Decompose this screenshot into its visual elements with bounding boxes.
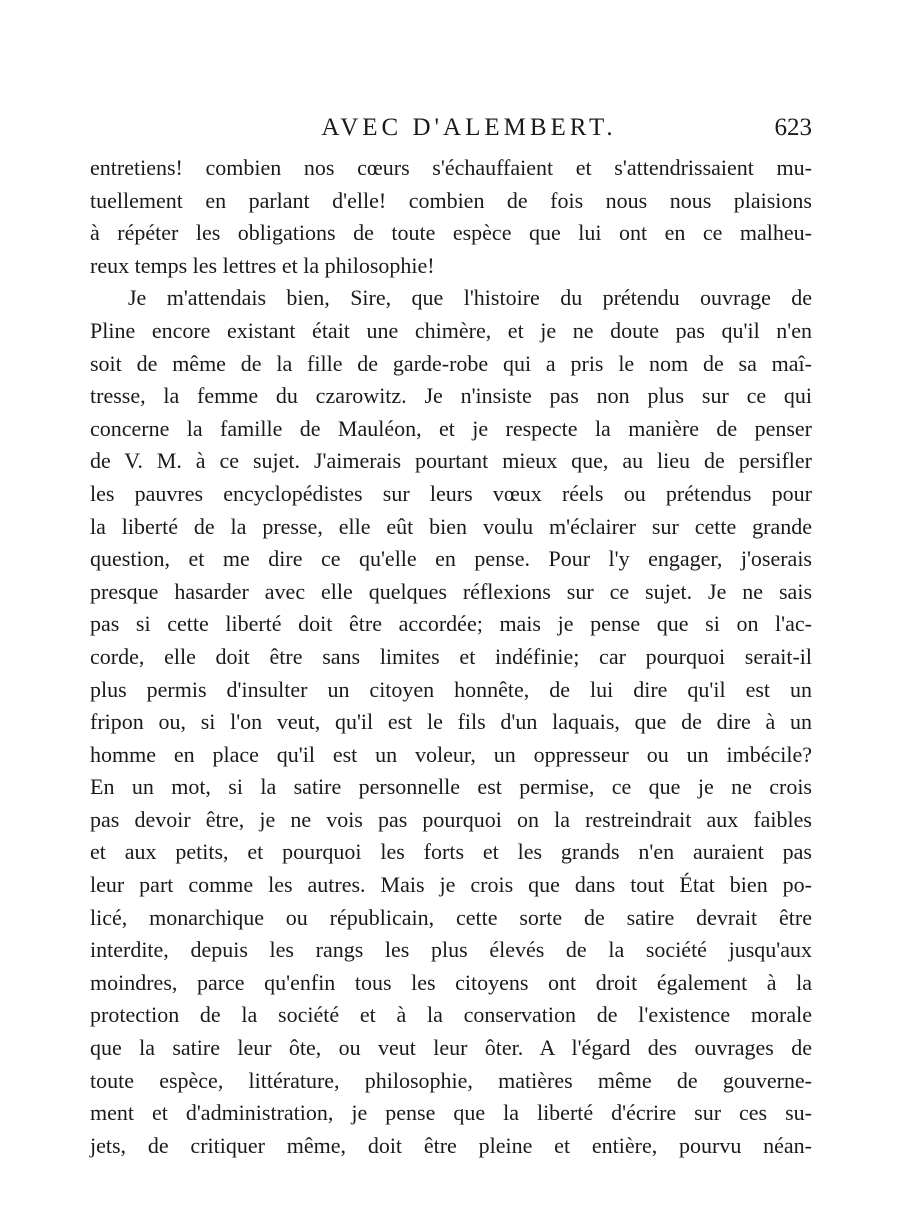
- text-line: ment et d'administration, je pense que la liberté d'écrire sur ces su-: [90, 1100, 812, 1126]
- text-line: homme en place qu'il est un voleur, un oppresseur ou un imbécile?: [90, 741, 812, 767]
- text-line: entretiens! combien nos cœurs s'échauffaient et s'attendrissaient mu-: [90, 155, 812, 180]
- text-line: et aux petits, et pourquoi les forts et les grands n'en auraient pas: [90, 839, 812, 865]
- text-line: toute espèce, littérature, philosophie, matières même de gouverne-: [90, 1067, 812, 1093]
- text-line: plus permis d'insulter un citoyen honnête, de lui dire qu'il est un: [90, 676, 812, 702]
- text-line: En un mot, si la satire personnelle est permise, ce que je ne crois: [90, 774, 812, 800]
- running-title: AVEC D'ALEMBERT.: [321, 114, 617, 141]
- text-line: corde, elle doit être sans limites et indéfinie; car pourquoi serait-il: [90, 643, 812, 669]
- text-line: question, et me dire ce qu'elle en pense. Pour l'y engager, j'oserais: [90, 546, 812, 572]
- text-line: de V. M. à ce sujet. J'aimerais pourtant mieux que, au lieu de persifler: [90, 448, 812, 474]
- text-line: concerne la famille de Mauléon, et je respecte la manière de penser: [90, 415, 812, 441]
- text-line: tuellement en parlant d'elle! combien de fois nous nous plaisions: [90, 187, 812, 213]
- text-line: reux temps les lettres et la philosophie!: [90, 252, 435, 278]
- text-line: soit de même de la fille de garde-robe qui a pris le nom de sa maî-: [90, 350, 812, 376]
- body-text: [90, 152, 812, 1162]
- text-line: moindres, parce qu'enfin tous les citoyens ont droit également à la: [90, 969, 812, 995]
- text-line: Je m'attendais bien, Sire, que l'histoire du prétendu ouvrage de: [128, 285, 812, 311]
- text-line: pas si cette liberté doit être accordée; mais je pense que si on l'ac-: [90, 611, 812, 637]
- text-line: protection de la société et à la conservation de l'existence morale: [90, 1002, 812, 1028]
- page-header: [90, 108, 812, 148]
- text-line: fripon ou, si l'on veut, qu'il est le fils d'un laquais, que de dire à un: [90, 709, 812, 735]
- page-number: 623: [774, 114, 812, 141]
- text-line: leur part comme les autres. Mais je crois que dans tout État bien po-: [90, 872, 812, 898]
- text-line: licé, monarchique ou républicain, cette sorte de satire devrait être: [90, 904, 812, 930]
- text-line: pas devoir être, je ne vois pas pourquoi on la restreindrait aux faibles: [90, 806, 812, 832]
- text-line: les pauvres encyclopédistes sur leurs vœux réels ou prétendus pour: [90, 480, 812, 506]
- text-line: tresse, la femme du czarowitz. Je n'insiste pas non plus sur ce qui: [90, 383, 812, 409]
- text-line: la liberté de la presse, elle eût bien voulu m'éclairer sur cette grande: [90, 513, 812, 539]
- text-line: Pline encore existant était une chimère, et je ne doute pas qu'il n'en: [90, 317, 812, 343]
- text-line: à répéter les obligations de toute espèce que lui ont en ce malheu-: [90, 220, 812, 246]
- text-line: jets, de critiquer même, doit être pleine et entière, pourvu néan-: [90, 1132, 812, 1158]
- text-line: interdite, depuis les rangs les plus élevés de la société jusqu'aux: [90, 937, 812, 963]
- text-line: que la satire leur ôte, ou veut leur ôter. A l'égard des ouvrages de: [90, 1035, 812, 1061]
- text-line: presque hasarder avec elle quelques réflexions sur ce sujet. Je ne sais: [90, 578, 812, 604]
